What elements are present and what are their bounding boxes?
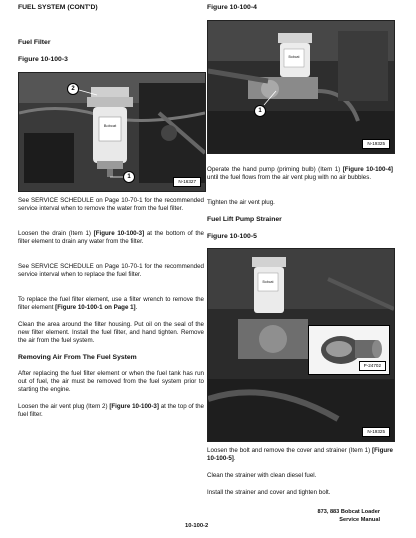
paragraph-install-strainer: Install the strainer and cover and tighten bolt. <box>207 489 331 496</box>
section-title: FUEL SYSTEM (CONT'D) <box>18 4 98 11</box>
paragraph-replace-service: See SERVICE SCHEDULE on Page 10-70-1 for the recommended service interval when to replace the fuel filter. <box>18 263 204 278</box>
figure-code: N-16327 <box>173 177 201 187</box>
figure-10-100-3-label: Figure 10-100-3 <box>18 56 68 63</box>
callout-1: 1 <box>254 105 266 117</box>
footer-manual: Service Manual <box>339 517 380 523</box>
paragraph-replace-filter: To replace the fuel filter element, use a filter wrench to remove the filter element [Figure 10-100-1 on Page 1]. <box>18 296 204 311</box>
fuel-filter-photo-illustration <box>19 73 205 191</box>
paragraph-drain: Loosen the drain (Item 1) [Figure 10-100-3] at the bottom of the filter element to drain any water from the filter. <box>18 230 204 245</box>
figure-10-100-5-label: Figure 10-100-5 <box>207 233 257 240</box>
footer-model: 873, 883 Bobcat Loader <box>317 509 380 515</box>
figure-reference[interactable]: [Figure 10-100-5] <box>207 447 393 462</box>
figure-code: N-19325 <box>362 139 390 149</box>
paragraph-vent-plug: Loosen the air vent plug (Item 2) [Figure 10-100-3] at the top of the fuel filter. <box>18 403 204 418</box>
paragraph-hand-pump: Operate the hand pump (priming bulb) (Item 1) [Figure 10-100-4] until the fuel flows from the air vent plug with no air bubbles. <box>207 166 393 181</box>
svg-text:Bobcat: Bobcat <box>288 55 300 59</box>
hand-pump-photo-illustration <box>208 21 394 153</box>
svg-text:Bobcat: Bobcat <box>103 123 117 128</box>
paragraph-clean-area: Clean the area around the filter housing. Put oil on the seal of the new filter element. Install the fuel filter, and hand tighten. Remove the air from the fuel system. <box>18 321 204 344</box>
figure-10-100-4-photo <box>207 20 395 154</box>
figure-reference[interactable]: [Figure 10-100-4] <box>342 166 393 173</box>
figure-reference[interactable]: [Figure 10-100-1 on Page 1] <box>55 304 136 311</box>
paragraph-remove-strainer: Loosen the bolt and remove the cover and strainer (Item 1) [Figure 10-100-5]. <box>207 447 393 462</box>
removing-air-heading: Removing Air From The Fuel System <box>18 354 137 361</box>
inset-code: P-24702 <box>359 361 386 371</box>
figure-10-100-5-photo <box>207 248 395 442</box>
figure-10-100-4-label: Figure 10-100-4 <box>207 4 257 11</box>
paragraph-clean-strainer: Clean the strainer with clean diesel fuel. <box>207 472 317 479</box>
paragraph-tighten-vent: Tighten the air vent plug. <box>207 199 275 206</box>
figure-reference[interactable]: [Figure 10-100-3] <box>93 230 145 237</box>
strainer-inset-photo <box>308 325 390 375</box>
figure-10-100-3-photo <box>18 72 206 192</box>
strainer-heading: Fuel Lift Pump Strainer <box>207 216 282 223</box>
fuel-filter-heading: Fuel Filter <box>18 39 51 46</box>
page-number: 10-100-2 <box>185 523 209 529</box>
paragraph-air-intro: After replacing the fuel filter element or when the fuel tank has run out of fuel, the air must be removed from the fuel system prior to starting the engine. <box>18 370 204 393</box>
figure-reference[interactable]: [Figure 10-100-3] <box>109 403 159 410</box>
figure-code: N-19325 <box>362 427 390 437</box>
callout-1: 1 <box>123 171 135 183</box>
svg-text:Bobcat: Bobcat <box>262 280 274 284</box>
paragraph-water-service: See SERVICE SCHEDULE on Page 10-70-1 for the recommended service interval when to remove the water from the fuel filter. <box>18 197 204 212</box>
callout-2: 2 <box>67 83 79 95</box>
